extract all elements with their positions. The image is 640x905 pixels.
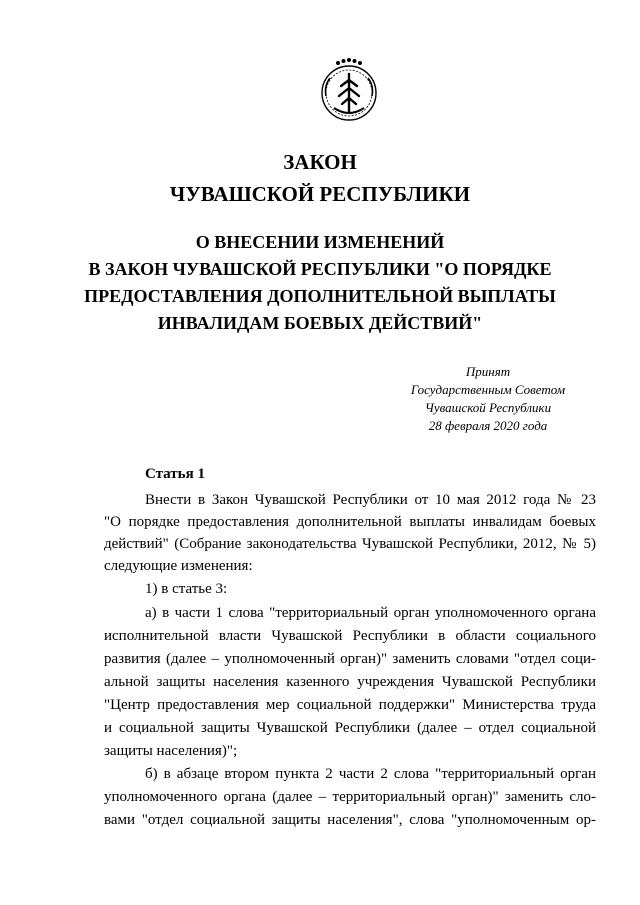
document-title-region: ЧУВАШСКОЙ РЕСПУБЛИКИ [169, 182, 471, 206]
article-heading: Статья 1 [145, 466, 205, 482]
adoption-date: 28 февраля 2020 года [428, 418, 548, 433]
body-text-line: 1) в статье 3: [145, 581, 228, 597]
document-subtitle-line: ПРЕДОСТАВЛЕНИЯ ДОПОЛНИТЕЛЬНОЙ ВЫПЛАТЫ [84, 286, 556, 306]
body-text-line: "Центр предоставления мер социальной поддержки" Министерства труда [104, 697, 596, 713]
body-text-line: альной защиты населения казенного учреждения Чувашской Республики [104, 674, 596, 690]
adoption-note-line: Чувашской Республики [424, 400, 552, 415]
body-text-line: "О порядке предоставления дополнительной выплаты инвалидам боевых [104, 514, 596, 530]
coat-of-arms-icon [316, 56, 382, 122]
document-subtitle-line: ИНВАЛИДАМ БОЕВЫХ ДЕЙСТВИЙ" [157, 313, 483, 333]
document-title: ЗАКОН [283, 150, 357, 174]
body-text-line: действий" (Собрание законодательства Чувашской Республики, 2012, № 5) [104, 536, 596, 552]
adoption-note-line: Принят [465, 364, 511, 379]
body-text-line: Внести в Закон Чувашской Республики от 10 мая 2012 года № 23 [145, 492, 596, 508]
body-text-line: исполнительной власти Чувашской Республики в области социального [104, 628, 596, 644]
adoption-note-line: Государственным Советом [410, 382, 566, 397]
body-text-line: вами "отдел социальной защиты населения", слова "уполномоченным ор- [104, 812, 596, 828]
body-text-line: а) в части 1 слова "территориальный орган уполномоченного органа [145, 605, 596, 621]
body-text-line: б) в абзаце втором пункта 2 части 2 слова "территориальный орган [145, 766, 596, 782]
body-text-line: уполномоченного органа (далее – территориальный орган)" заменить сло- [104, 789, 596, 805]
body-text-line: развития (далее – уполномоченный орган)" заменить словами "отдел соци- [104, 651, 596, 667]
document-subtitle-line: О ВНЕСЕНИИ ИЗМЕНЕНИЙ [195, 232, 445, 252]
body-text-line: следующие изменения: [104, 558, 253, 574]
document-subtitle-line: В ЗАКОН ЧУВАШСКОЙ РЕСПУБЛИКИ "О ПОРЯДКЕ [88, 259, 552, 279]
body-text-line: защиты населения)"; [104, 743, 238, 759]
body-text-line: и социальной защиты Чувашской Республики (далее – отдел социальной [104, 720, 596, 736]
